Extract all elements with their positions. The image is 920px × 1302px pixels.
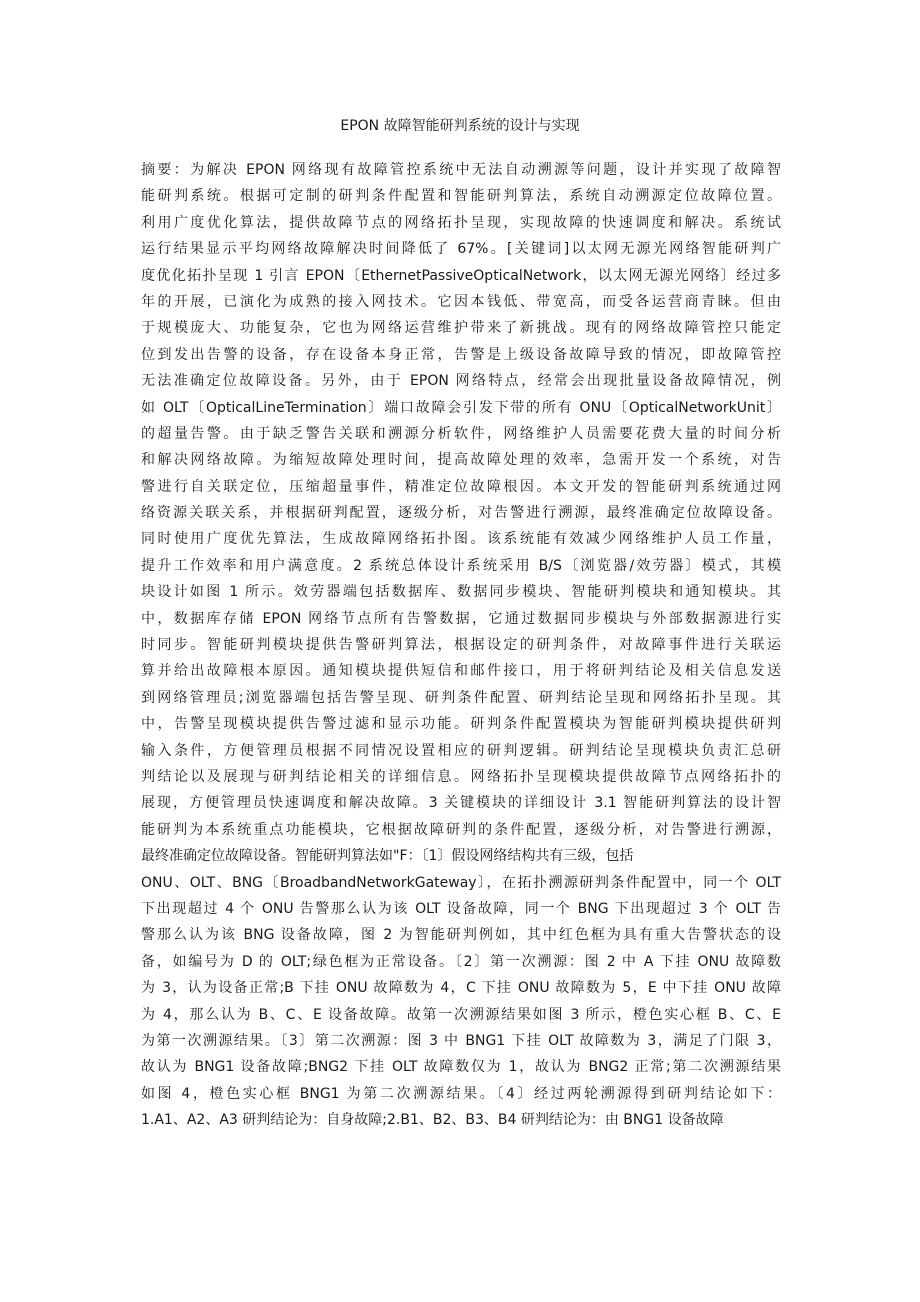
- body-text-line: 1.A1、A2、A3 研判结论为：自身故障;2.B1、B2、B3、B4 研判结论为：由 BNG1 设备故障: [141, 1112, 724, 1129]
- body-text-line: 为第一次溯源结果。〔3〕第二次溯源：图 3 中 BNG1 下挂 OLT 故障数为 3，满足了门限 3，: [141, 1032, 781, 1049]
- body-text-line: 输入条件，方便管理员根据不同情况设置相应的研判逻辑。研判结论呈现模块负责汇总研: [141, 742, 781, 759]
- body-text-line: 和解决网络故障。为缩短故障处理时间，提高故障处理的效率，急需开发一个系统，对告: [141, 452, 781, 469]
- body-text-line: 同时使用广度优先算法，生成故障网络拓扑图。该系统能有效减少网络维护人员工作量，: [141, 531, 781, 548]
- body-text-line: 算并给出故障根本原因。通知模块提供短信和邮件接口，用于将研判结论及相关信息发送: [141, 663, 781, 680]
- body-text-line: 最终准确定位故障设备。智能研判算法如"F：〔1〕假设网络结构共有三级，包括: [141, 848, 634, 865]
- body-text-line: 中，数据库存储 EPON 网络节点所有告警数据，它通过数据同步模块与外部数据源进行实: [141, 610, 781, 627]
- body-text-line: 于规模庞大、功能复杂，它也为网络运营维护带来了新挑战。现有的网络故障管控只能定: [141, 320, 781, 337]
- body-text-line: 无法准确定位故障设备。另外，由于 EPON 网络特点，经常会出现批量设备故障情况，例: [141, 373, 781, 390]
- body-text-line: 能研判系统。根据可定制的研判条件配置和智能研判算法，系统自动溯源定位故障位置。: [141, 188, 781, 205]
- body-text-line: 年的开展，已演化为成熟的接入网技术。它因本钱低、带宽高，而受各运营商青睐。但由: [141, 293, 781, 310]
- body-text-line: 为 3，认为设备正常;B 下挂 ONU 故障数为 4，C 下挂 ONU 故障数为 5，E 中下挂 ONU 故障: [141, 980, 781, 997]
- body-text-line: 为 4，那么认为 B、C、E 设备故障。故第一次溯源结果如图 3 所示，橙色实心框 B、C、E: [141, 1006, 781, 1023]
- body-text-line: 警那么认为该 BNG 设备故障，图 2 为智能研判例如，其中红色框为具有重大告警状态的设: [141, 927, 781, 944]
- body-text-line: 块设计如图 1 所示。效劳器端包括数据库、数据同步模块、智能研判模块和通知模块。其: [141, 584, 781, 601]
- body-text-line: 能研判为本系统重点功能模块，它根据故障研判的条件配置，逐级分析，对告警进行溯源，: [141, 821, 781, 838]
- document-title: EPON 故障智能研判系统的设计与实现: [340, 118, 580, 134]
- body-text-line: 运行结果显示平均网络故障解决时间降低了 67%。[关键词]以太网无源光网络智能研判广: [141, 241, 781, 258]
- body-text-line: 下出现超过 4 个 ONU 告警那么认为该 OLT 设备故障，同一个 BNG 下出现超过 3 个 OLT 告: [141, 900, 781, 917]
- body-text-line: 的超量告警。由于缺乏警告关联和溯源分析软件，网络维护人员需要花费大量的时间分析: [141, 425, 781, 442]
- body-text-line: 警进行自关联定位，压缩超量事件，精准定位故障根因。本文开发的智能研判系统通过网: [141, 478, 781, 495]
- body-text-line: 络资源关联关系，并根据研判配置，逐级分析，对告警进行溯源，最终准确定位故障设备。: [141, 505, 781, 522]
- body-text-line: 位到发出告警的设备，存在设备本身正常，告警是上级设备故障导致的情况，即故障管控: [141, 346, 781, 363]
- body-text-line: 故认为 BNG1 设备故障;BNG2 下挂 OLT 故障数仅为 1，故认为 BNG2 正常;第二次溯源结果: [141, 1059, 781, 1076]
- body-text-line: 到网络管理员;浏览器端包括告警呈现、研判条件配置、研判结论呈现和网络拓扑呈现。其: [141, 689, 781, 706]
- body-text-line: 如图 4，橙色实心框 BNG1 为第二次溯源结果。〔4〕经过两轮溯源得到研判结论如下：: [141, 1085, 781, 1102]
- body-text-line: 判结论以及展现与研判结论相关的详细信息。网络拓扑呈现模块提供故障节点网络拓扑的: [141, 768, 781, 785]
- body-text-line: 中，告警呈现模块提供告警过滤和显示功能。研判条件配置模块为智能研判模块提供研判: [141, 716, 781, 733]
- body-text-line: 摘要：为解决 EPON 网络现有故障管控系统中无法自动溯源等问题，设计并实现了故障智: [141, 162, 781, 178]
- body-text-line: 时同步。智能研判模块提供告警研判算法，根据设定的研判条件，对故障事件进行关联运: [141, 637, 781, 654]
- abstract-body: [141, 157, 781, 1133]
- body-text-line: 备，如编号为 D 的 OLT;绿色框为正常设备。〔2〕第一次溯源：图 2 中 A 下挂 ONU 故障数: [141, 953, 781, 970]
- body-text-line: 提升工作效率和用户满意度。2 系统总体设计系统采用 B/S〔浏览器/效劳器〕模式，其模: [141, 557, 781, 574]
- body-text-line: 展现，方便管理员快速调度和解决故障。3 关键模块的详细设计 3.1 智能研判算法的设计智: [141, 795, 781, 812]
- body-text-line: ONU、OLT、BNG〔BroadbandNetworkGateway〕，在拓扑溯源研判条件配置中，同一个 OLT: [141, 874, 781, 891]
- body-text-line: 如 OLT〔OpticalLineTermination〕端口故障会引发下带的所有 ONU〔OpticalNetworkUnit〕: [141, 399, 781, 416]
- body-text-line: 度优化拓扑呈现 1 引言 EPON〔EthernetPassiveOpticalNetwork，以太网无源光网络〕经过多: [141, 267, 781, 284]
- body-text-line: 利用广度优化算法，提供故障节点的网络拓扑呈现，实现故障的快速调度和解决。系统试: [141, 214, 781, 231]
